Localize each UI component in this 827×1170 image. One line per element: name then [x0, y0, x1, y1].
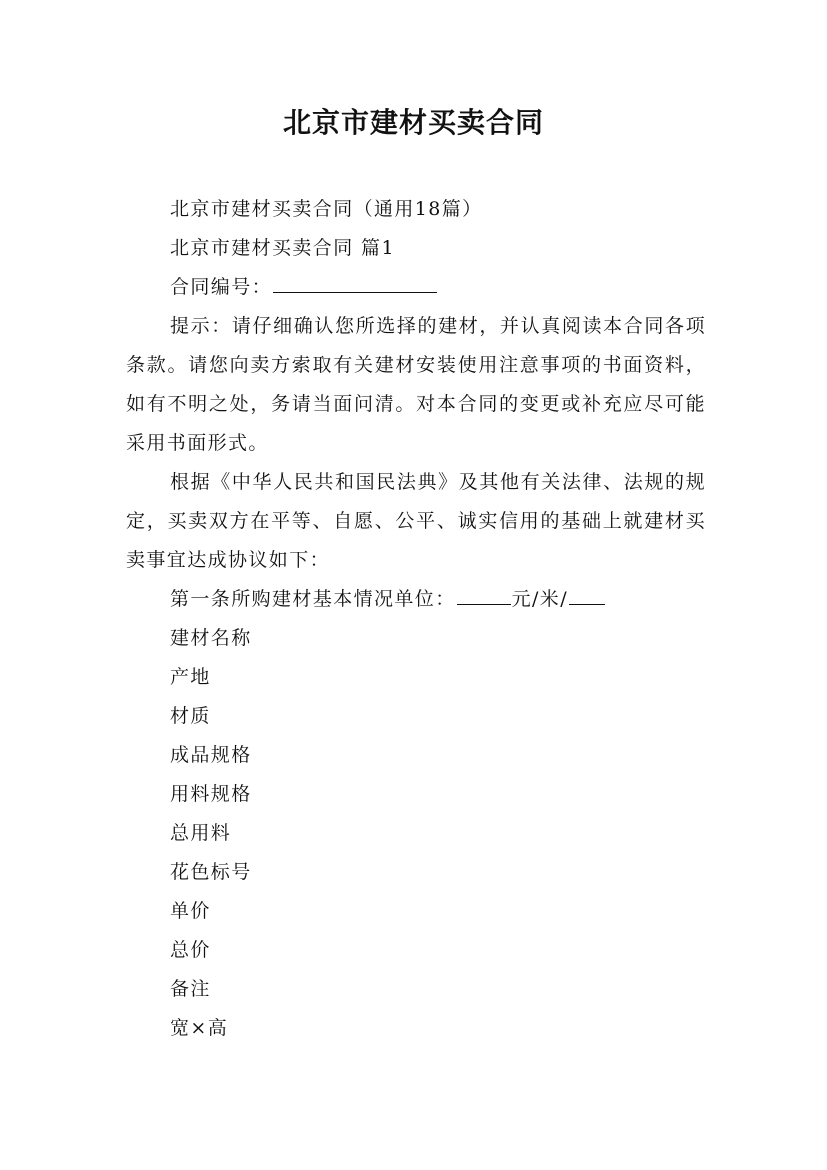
field-color-code: 花色标号	[170, 861, 252, 883]
field-material-spec: 用料规格	[170, 783, 252, 805]
field-total-material: 总用料	[170, 822, 232, 844]
notice-paragraph: 提示：请仔细确认您所选择的建材，并认真阅读本合同各项条款。请您向卖方索取有关建材安装使用注意事项的书面资料，如有不明之处，务请当面问清。对本合同的变更或补充应尽可能采用书面形式。	[126, 315, 706, 454]
article-1-line	[126, 580, 706, 619]
field-material-quality: 材质	[170, 705, 211, 727]
section-heading: 北京市建材买卖合同 篇1	[170, 237, 395, 259]
unit-price-blank[interactable]	[457, 584, 511, 605]
field-width-height: 宽×高	[170, 1017, 229, 1039]
unit-type-blank[interactable]	[569, 584, 605, 605]
field-origin: 产地	[170, 666, 211, 688]
contract-number-blank[interactable]	[273, 272, 437, 293]
field-product-spec: 成品规格	[170, 744, 252, 766]
field-remarks: 备注	[170, 978, 211, 1000]
document-subtitle: 北京市建材买卖合同（通用18篇）	[170, 198, 483, 220]
field-material-name: 建材名称	[170, 627, 252, 649]
contract-number-label: 合同编号：	[170, 276, 273, 298]
contract-number-line	[126, 268, 706, 307]
document-title: 北京市建材买卖合同	[282, 106, 544, 139]
field-total-price: 总价	[170, 939, 211, 961]
basis-paragraph: 根据《中华人民共和国民法典》及其他有关法律、法规的规定，买卖双方在平等、自愿、公平、诚实信用的基础上就建材买卖事宜达成协议如下：	[126, 471, 706, 571]
field-unit-price: 单价	[170, 900, 211, 922]
article-1-prefix: 第一条所购建材基本情况单位：	[170, 588, 456, 610]
document-body	[126, 190, 706, 1048]
article-1-unit: 元/米/	[511, 588, 569, 610]
